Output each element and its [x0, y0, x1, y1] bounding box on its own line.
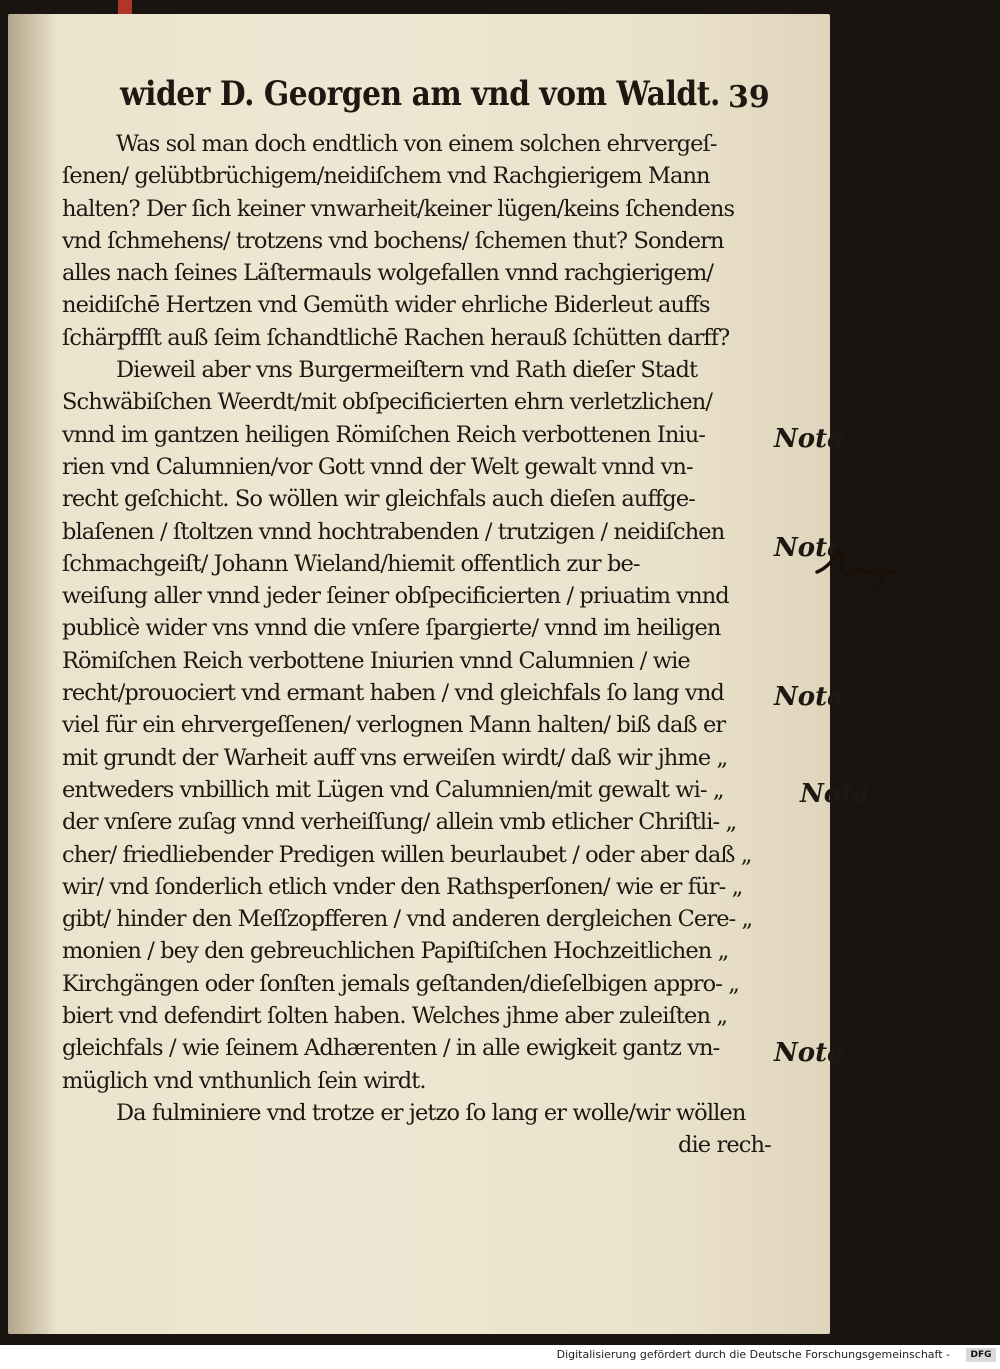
text-line: gleichfals / wie ſeinem Adhærenten / in alle ewigkeit gantz vn‑ [62, 1035, 720, 1062]
text-line: mit grundt der Warheit auff vns erweiſen wirdt/ daß wir jhme „ [62, 744, 728, 771]
running-title: wider D. Georgen am vnd vom Waldt. [120, 74, 720, 114]
text-line: publicè wider vns vnnd die vnſere ſpargierte/ vnnd im heiligen [62, 615, 721, 642]
margin-note: Nota [774, 1038, 844, 1068]
page-gutter-shadow [8, 14, 58, 1334]
text-line: gibt/ hinder den Meſſzopfferen / vnd anderen dergleichen Cere‑ „ [62, 906, 753, 933]
text-line: müglich vnd vnthunlich ſein wirdt. [62, 1067, 426, 1094]
text-line: ſenen/ gelübtbrüchigem/neidiſchem vnd Rachgierigem Mann [62, 163, 710, 190]
margin-note: Nota [774, 682, 844, 712]
margin-note: Nota [774, 533, 844, 563]
digitization-credit: Digitalisierung gefördert durch die Deutsche Forschungsgemeinschaft - [556, 1348, 950, 1361]
text-line: Da fulminiere vnd trotze er jetzo ſo lang er wolle/wir wöllen [116, 1099, 746, 1126]
text-line: rien vnd Calumnien/vor Gott vnnd der Welt gewalt vnnd vn‑ [62, 453, 693, 480]
text-line: viel für ein ehrvergeſſenen/ verlognen Mann halten/ biß daß er [62, 712, 726, 739]
text-line: blaſenen / ſtoltzen vnnd hochtrabenden / trutzigen / neidiſchen [62, 518, 725, 545]
text-line: ſchärpffſt auß ſeim ſchandtlichē Rachen herauß ſchütten darff? [62, 324, 730, 351]
text-line: Dieweil aber vns Burgermeiſtern vnd Rath dieſer Stadt [116, 357, 698, 384]
text-line: Römiſchen Reich verbottene Iniurien vnnd Calumnien / wie [62, 647, 690, 674]
text-line: cher/ friedliebender Predigen willen beurlaubet / oder aber daß „ [62, 841, 752, 868]
text-line: vnd ſchmehens/ trotzens vnd bochens/ ſchemen thut? Sondern [62, 227, 724, 254]
text-line: biert vnd defendirt ſolten haben. Welches jhme aber zuleiſten „ [62, 1003, 728, 1030]
catchword: die rech‑ [678, 1132, 771, 1159]
text-line: alles nach ſeines Läſtermauls wolgefallen vnnd rachgierigem/ [62, 260, 714, 287]
text-line: entweders vnbillich mit Lügen vnd Calumnien/mit gewalt wi‑ „ [62, 776, 724, 803]
text-line: ſchmachgeiſt/ Johann Wieland/hiemit offentlich zur be‑ [62, 550, 640, 577]
text-line: der vnſere zuſag vnnd verheiſſung/ allein vmb etlicher Chriſtli‑ „ [62, 809, 737, 836]
margin-note: Nota [800, 779, 870, 809]
handwritten-annotation [812, 540, 902, 590]
text-line: Schwäbiſchen Weerdt/mit obſpecificierten ehrn verletzlichen/ [62, 389, 713, 416]
text-line: Was sol man doch endtlich von einem solchen ehrvergeſ‑ [116, 131, 717, 157]
text-line: neidiſchē Hertzen vnd Gemüth wider ehrliche Biderleut auffs [62, 292, 710, 319]
text-line: recht/prouociert vnd ermant haben / vnd gleichfals ſo lang vnd [62, 680, 724, 707]
text-line: recht geſchicht. So wöllen wir gleichfals auch dieſen auffge‑ [62, 486, 695, 513]
text-line: monien / bey den gebreuchlichen Papiſtiſchen Hochzeitlichen „ [62, 938, 729, 965]
text-line: halten? Der ſich keiner vnwarheit/keiner lügen/keins ſchendens [62, 195, 735, 222]
text-line: weiſung aller vnnd jeder ſeiner obſpecificierten / priuatim vnnd [62, 583, 729, 610]
dfg-logo: DFG [966, 1348, 996, 1362]
text-line: wir/ vnd ſonderlich etlich vnder den Rathsperſonen/ wie er für‑ „ [62, 873, 743, 900]
body-text [62, 128, 782, 1162]
text-line: Kirchgängen oder ſonſten jemals geſtanden/dieſelbigen appro‑ „ [62, 970, 739, 997]
margin-note: Nota [774, 424, 844, 454]
text-line: vnnd im gantzen heiligen Römiſchen Reich verbottenen Iniu‑ [62, 421, 705, 448]
page-number: 39 [728, 80, 770, 115]
